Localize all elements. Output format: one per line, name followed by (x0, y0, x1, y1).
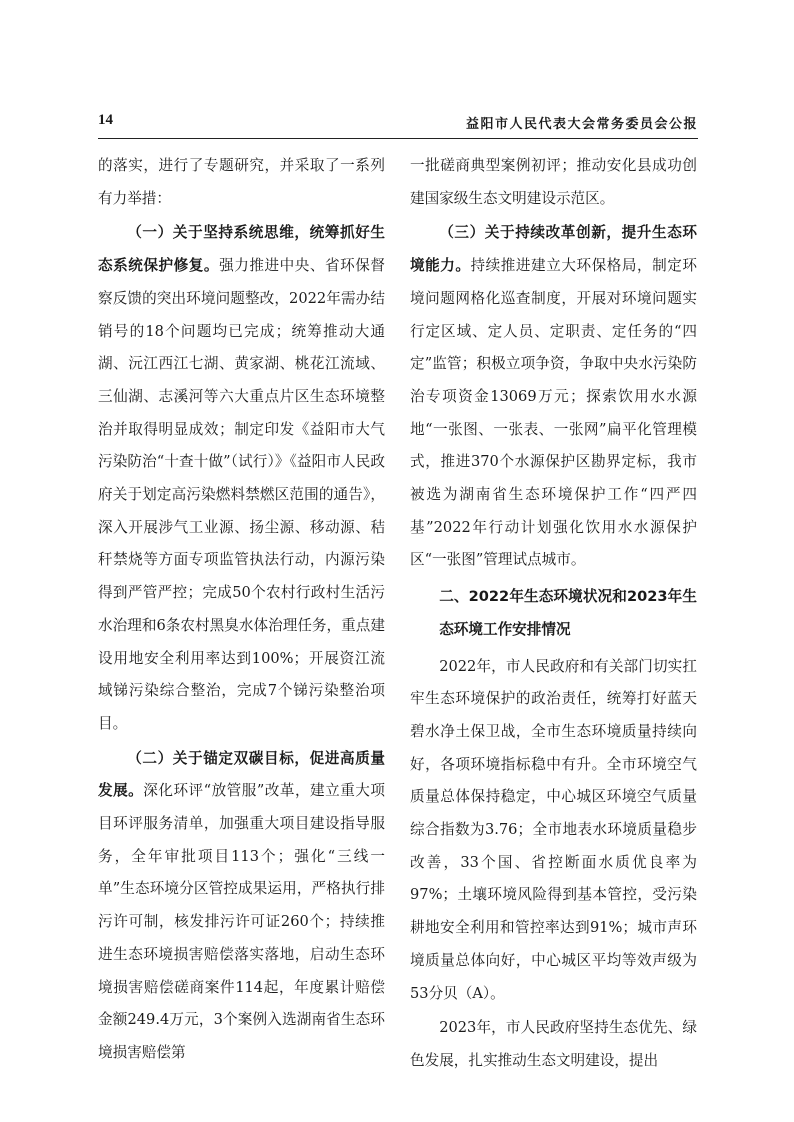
header-rule (98, 138, 698, 139)
right-column (410, 150, 697, 1078)
section-two-heading: （二）关于锚定双碳目标，促进高质量发展。 (98, 749, 385, 800)
section-two-body: 深化环评“放管服”改革，建立重大项目环评服务清单，加强重大项目建设指导服务，全年审批项目113个；强化“三线一单”生态环境分区管控成果运用，严格执行排污许可制，核发排污许可证260个；持续推进生态环境损害赔偿落实落地，启动生态环境损害赔偿磋商案件114起，年度累计赔偿金额249.4万元，3个案例入选湖南省生态环境损害赔偿第 (98, 782, 385, 1061)
chapter-two-heading: 二、2022年生态环境状况和2023年生态环境工作安排情况 (439, 588, 697, 638)
section-one-body: 强力推进中央、省环保督察反馈的突出环境问题整改，2022年需办结销号的18个问题均已完成；统筹推动大通湖、沅江西江七湖、黄家湖、桃花江流域、三仙湖、志溪河等六大重点片区生态环境整治并取得明显成效；制定印发《益阳市大气污染防治“十查十做”（试行）》《益阳市人民政府关于划定高污染燃料禁燃区范围的通告》，深入开展涉气工业源、扬尘源、移动源、秸秆禁烧等方面专项监管执法行动，内源污染得到严管严控；完成50个农村行政村生活污水治理和6条农村黑臭水体治理任务，重点建设用地安全利用率达到100%；开展资江流域锑污染综合整治，完成7个锑污染整治项目。 (98, 257, 385, 732)
left-column (98, 150, 385, 1070)
status-2022-paragraph: 2022年，市人民政府和有关部门切实扛牢生态环境保护的政治责任，统筹打好蓝天碧水净土保卫战，全市生态环境质量持续向好，各项环境指标稳中有升。全市环境空气质量总体保持稳定，中心城区环境空气质量综合指数为3.76；全市地表水环境质量稳步改善，33个国、省控断面水质优良率为97%；土壤环境风险得到基本管控，受污染耕地安全利用和管控率达到91%；城市声环境质量总体向好，中心城区平均等效声级为53分贝（A）。 (410, 657, 697, 1002)
section-three-heading: （三）关于持续改革创新，提升生态环境能力。 (410, 224, 697, 275)
continuation-paragraph: 一批磋商典型案例初评；推动安化县成功创建国家级生态文明建设示范区。 (410, 157, 697, 207)
section-one-heading: （一）关于坚持系统思维，统筹抓好生态系统保护修复。 (98, 224, 385, 275)
section-one-paragraph (98, 217, 385, 740)
continuation-paragraph: 的落实，进行了专题研究，并采取了一系列有力举措： (98, 157, 385, 207)
journal-title: 益阳市人民代表大会常务委员会公报 (465, 117, 698, 132)
section-two-paragraph (98, 743, 385, 1070)
section-three-body: 持续推进建立大环保格局，制定环境问题网格化巡查制度，开展对环境问题实行定区域、定人员、定职责、定任务的“四定”监管；积极立项争资，争取中央水污染防治专项资金13069万元；探索饮用水水源地“一张图、一张表、一张网”扁平化管理模式，推进370个水源保护区勘界定标，我市被选为湖南省生态环境保护工作“四严四基”2022年行动计划强化饮用水水源保护区“一张图”管理试点城市。 (410, 257, 697, 569)
section-three-paragraph (410, 217, 697, 577)
page-header (98, 112, 698, 134)
plan-2023-paragraph: 2023年，市人民政府坚持生态优先、绿色发展，扎实推动生态文明建设，提出 (410, 1019, 697, 1069)
page-number: 14 (98, 112, 113, 128)
